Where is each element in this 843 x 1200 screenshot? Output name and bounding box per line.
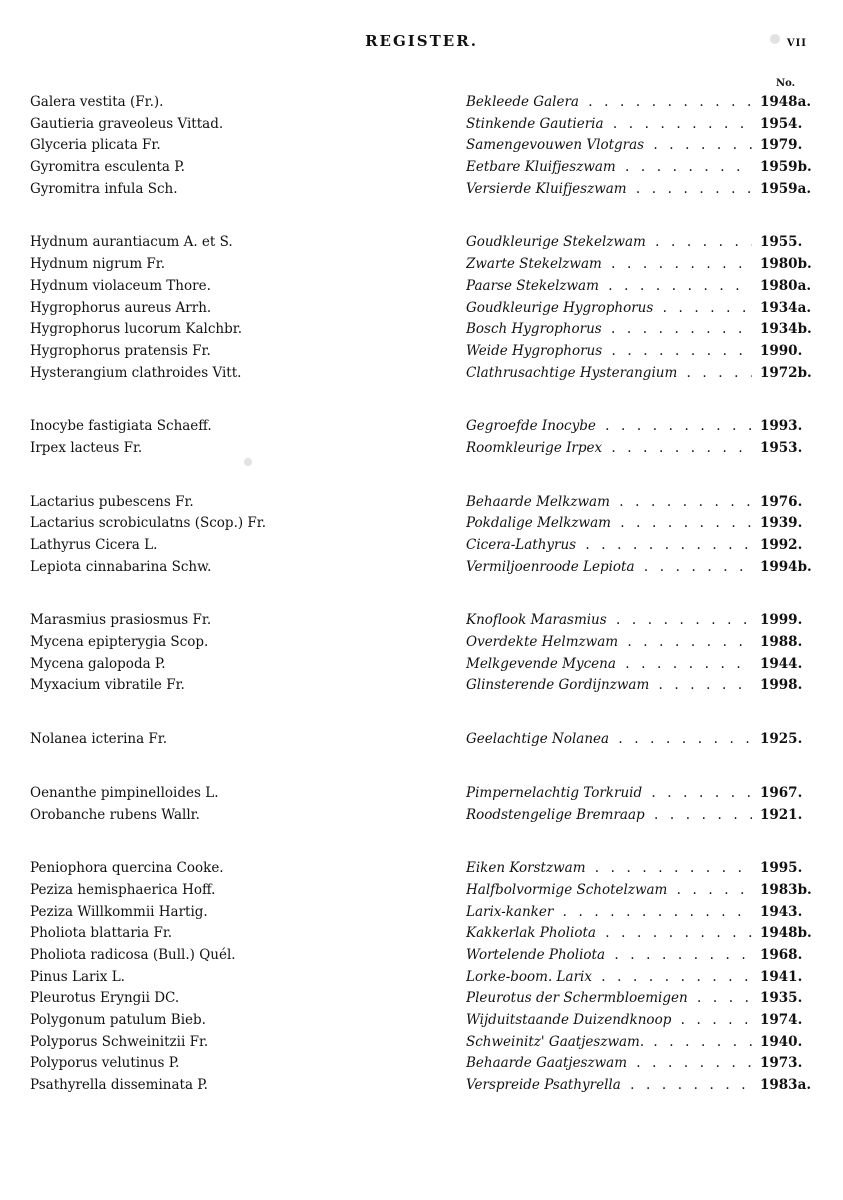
page-title: REGISTER. [365,32,478,50]
register-entry [0,438,843,460]
dutch-name-cell [466,632,752,654]
latin-name: Gyromitra esculenta P. [30,159,185,176]
register-entry [0,858,843,880]
entry-number: 1921. [760,806,803,823]
dutch-name-cell [466,513,752,535]
dutch-name: Roomkleurige Irpex [466,440,606,456]
register-entry [0,923,843,945]
latin-name: Polyporus velutinus P. [30,1055,180,1072]
letter-group [0,492,843,579]
dutch-name: Versierde Kluifjeszwam [466,181,631,197]
dutch-name: Cicera-Lathyrus [466,537,580,553]
register-entry [0,675,843,697]
latin-name: Peziza hemisphaerica Hoff. [30,881,216,898]
dutch-name: Eiken Korstzwam [466,860,590,876]
register-entry [0,513,843,535]
dutch-name: Halfbolvormige Schotelzwam [466,882,671,898]
latin-name: Nolanea icterina Fr. [30,731,168,748]
dutch-name: Verspreide Psathyrella [466,1077,625,1093]
dutch-name-cell [466,363,752,385]
dutch-name: Bekleede Galera [466,94,583,110]
dutch-name-cell [466,232,752,254]
register-entry [0,92,843,114]
latin-name: Hydnum violaceum Thore. [30,277,211,294]
latin-name: Pinus Larix L. [30,968,125,985]
dutch-name-cell [466,880,752,902]
entry-number: 1941. [760,968,803,985]
register-entry [0,298,843,320]
latin-name: Irpex lacteus Fr. [30,439,143,456]
dutch-name-cell [466,1075,752,1097]
entry-number: 1943. [760,903,803,920]
register-entry [0,363,843,385]
dutch-name-cell [466,438,752,460]
dutch-name: Vermiljoenroode Lepiota [466,559,639,575]
register-entry [0,610,843,632]
entry-number: 1999. [760,612,803,629]
latin-name: Pleurotus Eryngii DC. [30,990,180,1007]
dutch-name-cell [466,157,752,179]
dutch-name-cell [466,341,752,363]
register-entry [0,902,843,924]
entry-number: 1995. [760,860,803,877]
entry-number: 1934b. [760,321,812,338]
register-entry [0,319,843,341]
dutch-name: Lorke-boom. Larix [466,969,596,985]
letter-group [0,610,843,697]
latin-name: Gautieria graveoleus Vittad. [30,115,224,132]
register-entry [0,416,843,438]
entry-number: 1976. [760,493,803,510]
dutch-name-cell [466,783,752,805]
dutch-name: Stinkende Gautieria [466,116,608,132]
latin-name: Galera vestita (Fr.). [30,94,164,110]
dutch-name-cell [466,902,752,924]
latin-name: Lepiota cinnabarina Schw. [30,558,212,575]
dutch-name-cell [466,557,752,579]
entry-number: 1980a. [760,277,812,294]
latin-name: Glyceria plicata Fr. [30,137,161,154]
dutch-name-cell [466,92,752,114]
dutch-name: Roodstengelige Bremraap [466,807,649,823]
entry-number: 1959b. [760,159,812,176]
dutch-name-cell [466,254,752,276]
latin-name: Mycena galopoda P. [30,655,166,672]
dutch-name: Behaarde Gaatjeszwam [466,1055,631,1071]
dutch-name-cell [466,923,752,945]
register-entry [0,1032,843,1054]
dutch-name: Bosch Hygrophorus [466,321,606,337]
dutch-name-cell [466,179,752,201]
latin-name: Hygrophorus lucorum Kalchbr. [30,321,243,338]
dutch-name: Larix-kanker [466,904,557,920]
letter-group [0,92,843,200]
dutch-name-cell [466,535,752,557]
entry-number: 1980b. [760,256,812,273]
dutch-name: Melkgevende Mycena [466,656,620,672]
dutch-name: Samengevouwen Vlotgras [466,137,648,153]
latin-name: Marasmius prasiosmus Fr. [30,612,212,629]
dutch-name-cell [466,135,752,157]
latin-name: Psathyrella disseminata P. [30,1077,208,1094]
latin-name: Hysterangium clathroides Vitt. [30,364,242,381]
dutch-name-cell [466,298,752,320]
dutch-name: Wijduitstaande Duizendknoop [466,1012,675,1028]
latin-name: Myxacium vibratile Fr. [30,677,185,694]
latin-name: Oenanthe pimpinelloides L. [30,784,219,801]
letter-group [0,232,843,384]
dutch-name-cell [466,967,752,989]
entry-number: 1972b. [760,364,812,381]
dutch-name: Wortelende Pholiota [466,947,609,963]
register-entry [0,1053,843,1075]
entry-number: 1948b. [760,925,812,942]
register-entry [0,179,843,201]
latin-name: Gyromitra infula Sch. [30,180,178,197]
dutch-name-cell [466,492,752,514]
dutch-name: Behaarde Melkzwam [466,494,614,510]
dutch-name: Pimpernelachtig Torkruid [466,785,646,801]
entry-number: 1939. [760,515,803,532]
latin-name: Peziza Willkommii Hartig. [30,903,208,920]
register-entry [0,157,843,179]
entry-number: 1988. [760,634,803,651]
register-entry [0,783,843,805]
register-entry [0,654,843,676]
entry-number: 1992. [760,537,803,553]
dutch-name-cell [466,805,752,827]
entry-number: 1959a. [760,180,812,197]
dutch-name-cell [466,945,752,967]
dutch-name: Schweinitz' Gaatjeszwam. [466,1034,648,1050]
latin-name: Orobanche rubens Wallr. [30,806,200,823]
dutch-name-cell [466,729,752,751]
entry-number: 1925. [760,731,803,748]
latin-name: Inocybe fastigiata Schaeff. [30,418,212,435]
entry-number: 1994b. [760,558,812,575]
register-entry [0,114,843,136]
register-entry [0,945,843,967]
latin-name: Pholiota blattaria Fr. [30,925,173,942]
dutch-name: Knoflook Marasmius [466,612,611,628]
latin-name: Lactarius pubescens Fr. [30,493,194,510]
dutch-name-cell [466,654,752,676]
page-number: VII [786,38,807,49]
entry-number: 1993. [760,418,803,435]
latin-name: Hygrophorus pratensis Fr. [30,342,211,359]
entry-number: 1973. [760,1055,803,1072]
dutch-name-cell [466,675,752,697]
entry-number: 1948a. [760,94,812,110]
register-entry [0,967,843,989]
register-entry [0,805,843,827]
dutch-name: Overdekte Helmzwam [466,634,622,650]
dutch-name: Gegroefde Inocybe [466,418,600,434]
dutch-name-cell [466,1053,752,1075]
dutch-name: Eetbare Kluifjeszwam [466,159,620,175]
entry-number: 1935. [760,990,803,1007]
entry-number: 1940. [760,1033,803,1050]
dutch-name: Weide Hygrophorus [466,343,606,359]
register-entry [0,492,843,514]
entry-number: 1955. [760,234,803,251]
dutch-name-cell [466,114,752,136]
register-entry [0,880,843,902]
entry-number: 1998. [760,677,803,694]
entry-number: 1983b. [760,881,812,898]
dutch-name-cell [466,858,752,880]
register-entry [0,135,843,157]
dutch-name: Geelachtige Nolanea [466,731,613,747]
dutch-name: Paarse Stekelzwam [466,278,603,294]
dutch-name-cell [466,416,752,438]
entry-number: 1974. [760,1012,803,1028]
latin-name: Mycena epipterygia Scop. [30,634,209,651]
dutch-name: Kakkerlak Pholiota [466,925,600,941]
register-entry [0,276,843,298]
entry-number: 1967. [760,784,803,801]
letter-group [0,416,843,459]
dutch-name: Goudkleurige Stekelzwam [466,234,650,250]
entry-number: 1934a. [760,299,812,316]
register-entry [0,729,843,751]
register-entry [0,632,843,654]
dutch-name-cell [466,319,752,341]
register-entry [0,988,843,1010]
entry-number: 1968. [760,946,803,963]
dutch-name-cell [466,1032,752,1054]
letter-group [0,783,843,826]
latin-name: Hygrophorus aureus Arrh. [30,299,212,316]
register-entry [0,557,843,579]
dutch-name-cell [466,988,752,1010]
dutch-name-cell [466,610,752,632]
letter-group [0,729,843,751]
dutch-name: Zwarte Stekelzwam [466,256,606,272]
latin-name: Polygonum patulum Bieb. [30,1012,206,1028]
entry-number: 1979. [760,137,803,154]
latin-name: Peniophora quercina Cooke. [30,860,224,877]
letter-group [0,858,843,1097]
register-entry [0,254,843,276]
register-entry [0,1010,843,1032]
entry-number: 1954. [760,115,803,132]
latin-name: Polyporus Schweinitzii Fr. [30,1033,209,1050]
dutch-name-cell [466,1010,752,1032]
latin-name: Pholiota radicosa (Bull.) Quél. [30,946,236,963]
entry-number: 1953. [760,439,803,456]
register-entry [0,1075,843,1097]
entry-number: 1944. [760,655,803,672]
dutch-name-cell [466,276,752,298]
register-entry [0,341,843,363]
register-entry [0,535,843,557]
entry-number: 1990. [760,342,803,359]
page-smudge [770,34,780,44]
register-entry [0,232,843,254]
latin-name: Hydnum nigrum Fr. [30,256,166,273]
dutch-name: Goudkleurige Hygrophorus [466,300,657,316]
number-column-header: No. [776,78,796,89]
dutch-name: Pleurotus der Schermbloemigen [466,990,692,1006]
latin-name: Hydnum aurantiacum A. et S. [30,234,233,251]
latin-name: Lathyrus Cicera L. [30,537,158,553]
dutch-name: Clathrusachtige Hysterangium [466,365,681,381]
entry-number: 1983a. [760,1077,812,1094]
latin-name: Lactarius scrobiculatns (Scop.) Fr. [30,515,267,532]
dutch-name: Glinsterende Gordijnzwam [466,677,653,693]
dutch-name: Pokdalige Melkzwam [466,515,615,531]
register-entries [0,92,843,1129]
